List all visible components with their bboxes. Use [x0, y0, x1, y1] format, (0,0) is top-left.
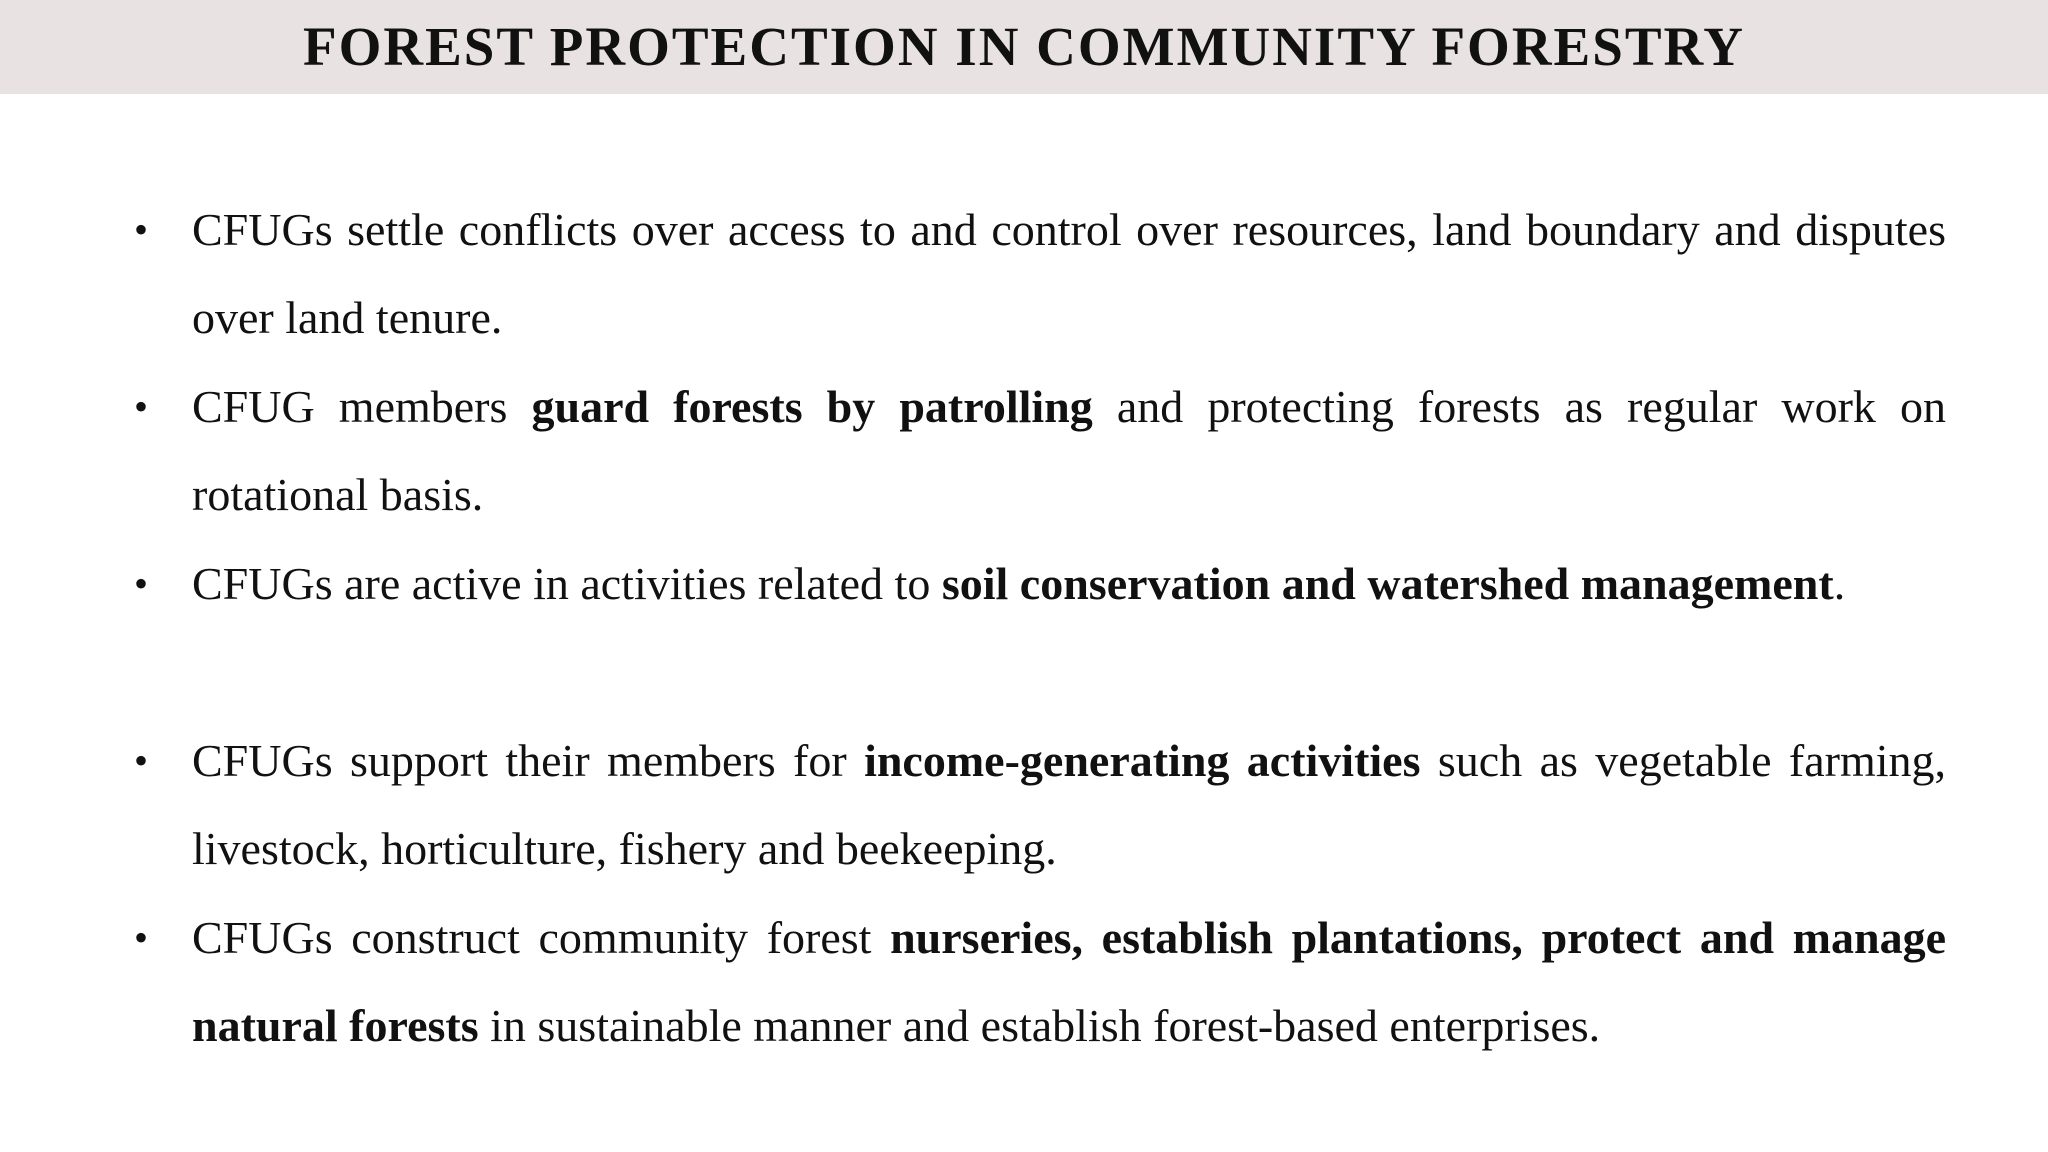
bullet-icon: • — [134, 738, 149, 783]
bullet-text-segment: CFUGs settle conflicts over access to and control over resources, land boundary and disputes over land tenure. — [192, 204, 1946, 343]
bullet-text-emphasis: soil conservation and watershed management — [941, 558, 1834, 609]
bullet-text-segment: CFUGs construct community forest — [192, 912, 891, 963]
bullet-text-emphasis: income-generating activities — [864, 735, 1421, 786]
bullet-item — [134, 186, 1946, 362]
bullet-icon: • — [134, 384, 149, 429]
bullet-icon: • — [134, 561, 149, 606]
bullet-item — [134, 894, 1946, 1070]
slide-title: FOREST PROTECTION IN COMMUNITY FORESTRY — [302, 16, 1746, 77]
bullet-text-emphasis: nurseries, establish plantations, protect and manage natural forests — [192, 912, 1946, 1051]
bullet-text-segment: and protecting forests as regular work on rotational basis. — [192, 381, 1946, 520]
bullet-text-emphasis: guard forests by patrolling — [531, 381, 1093, 432]
bullet-text-segment: . — [1833, 558, 1846, 609]
bullet-text-segment: in sustainable manner and establish forest-based enterprises. — [478, 1000, 1601, 1051]
bullet-item — [134, 363, 1946, 539]
bullet-text-segment: CFUG members — [192, 381, 532, 432]
bullet-icon: • — [134, 207, 149, 252]
bullet-text-segment: such as vegetable farming, livestock, horticulture, fishery and beekeeping. — [192, 735, 1947, 874]
bullet-text-segment: CFUGs are active in activities related to — [192, 558, 942, 609]
bullet-item — [134, 717, 1947, 893]
bullet-item — [134, 540, 1946, 628]
bullet-icon: • — [134, 915, 149, 960]
bullet-text-segment: CFUGs support their members for — [192, 735, 865, 786]
